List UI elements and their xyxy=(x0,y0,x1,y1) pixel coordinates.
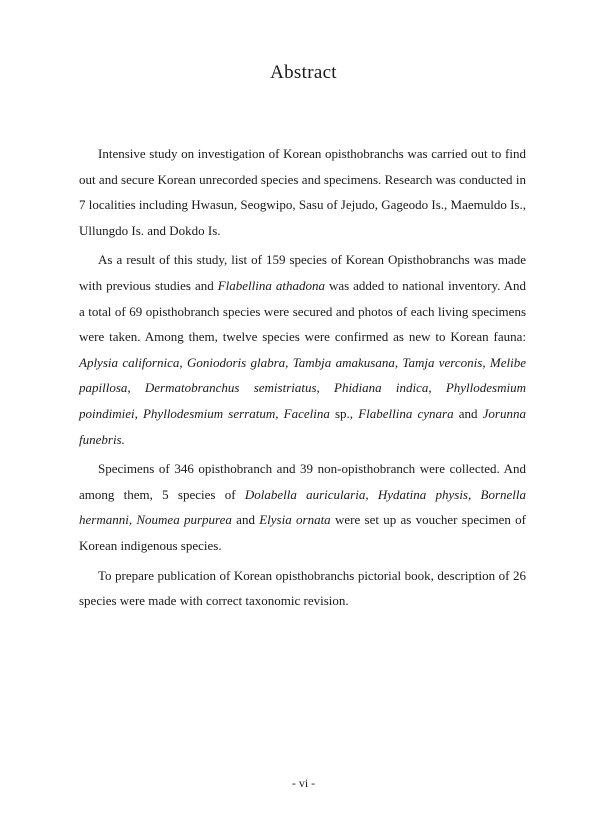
species-name: Aplysia californica, Goniodoris glabra, Tambja amakusana, Tamja verconis, Melibe papillosa, Dermatobranchus semistriatus, Phidiana indica, Phyllodesmium poindimiei, Phyllodesmium serratum, Facelina xyxy=(79,354,526,421)
species-name: Elysia ornata xyxy=(259,512,331,528)
abstract-paragraph xyxy=(79,456,526,558)
paragraph-text: To prepare publication of Korean opisthobranchs pictorial book, description of 26 species were made with correct taxonomic revision. xyxy=(79,567,526,609)
abstract-body xyxy=(79,141,526,618)
abstract-paragraph xyxy=(79,247,526,452)
species-name: Dolabella auricularia, Hydatina physis, Bornella hermanni, Noumea purpurea xyxy=(79,486,527,528)
paragraph-text: and xyxy=(231,512,260,528)
paragraph-text: and xyxy=(453,405,483,421)
paragraph-text: Specimens of 346 opisthobranch and 39 non-opisthobranch were collected. And among them, 5 species of xyxy=(79,461,526,502)
abstract-paragraph xyxy=(79,563,526,614)
abstract-paragraph xyxy=(79,141,526,243)
paragraph-text: was added to national inventory. And a total of 69 opisthobranch species were secured and photos of each living specimens were taken. Among them, twelve species were confirmed as new to Korean fauna: xyxy=(79,277,527,345)
species-name: Flabellina athadona xyxy=(217,277,325,293)
paragraph-text: sp., xyxy=(329,405,359,421)
species-name: Flabellina cynara xyxy=(358,405,454,421)
species-name: Jorunna funebris. xyxy=(79,405,526,447)
page-title: Abstract xyxy=(270,62,337,83)
page-number: - vi - xyxy=(291,776,316,790)
paragraph-text: Intensive study on investigation of Korean opisthobranchs was carried out to find out and secure Korean unrecorded species and specimens. Research was conducted in 7 localities including Hwasun, Seogwipo, Sasu of Jejudo, Gageodo Is., Maemuldo Is., Ullungdo Is. and Dokdo Is. xyxy=(79,146,526,238)
paragraph-text: As a result of this study, list of 159 species of Korean Opisthobranchs was made with previous studies and xyxy=(79,252,526,293)
paragraph-text: were set up as voucher specimen of Korean indigenous species. xyxy=(79,512,526,553)
